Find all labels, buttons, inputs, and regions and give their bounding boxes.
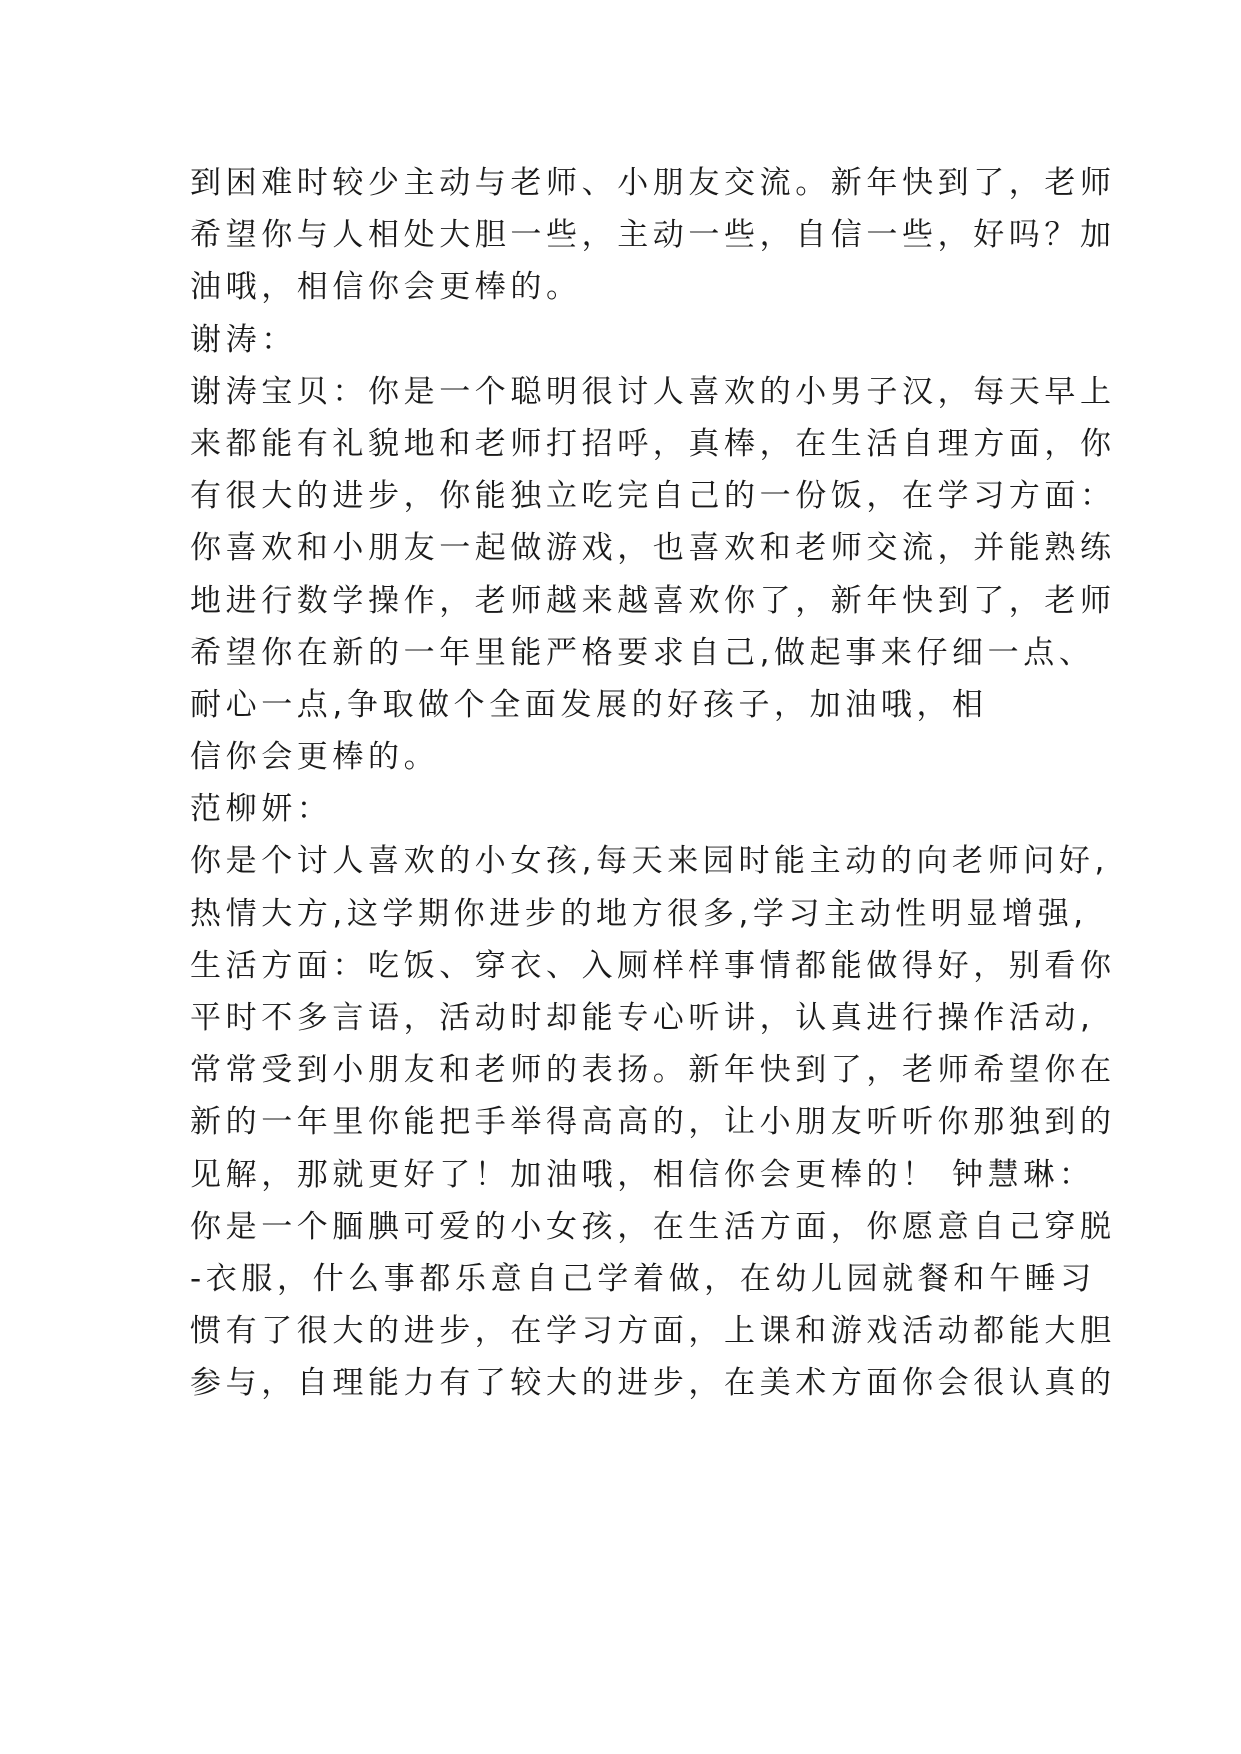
text-line: 来都能有礼貌地和老师打招呼，真棒，在生活自理方面，你 — [190, 425, 1116, 462]
text-line: 到困难时较少主动与老师、小朋友交流。新年快到了，老师 — [190, 165, 1116, 201]
text-line: 热情大方,这学期你进步的地方很多,学习主动性明显增强, — [190, 895, 1088, 932]
text-line: 地进行数学操作，老师越来越喜欢你了，新年快到了，老师 — [190, 582, 1116, 619]
text-line: 有很大的进步，你能独立吃完自己的一份饭，在学习方面： — [190, 478, 1116, 515]
text-line: 平时不多言语，活动时却能专心听讲，认真进行操作活动, — [190, 1000, 1095, 1036]
student-name-heading: 谢涛： — [190, 321, 297, 358]
text-line: 希望你在新的一年里能严格要求自己,做起事来仔细一点、 — [190, 634, 1095, 671]
body-text — [190, 157, 1116, 1410]
text-line: 你喜欢和小朋友一起做游戏，也喜欢和老师交流，并能熟练 — [190, 530, 1116, 567]
text-line: 信你会更棒的。 — [190, 739, 440, 776]
text-line: -衣服，什么事都乐意自己学着做，在幼儿园就餐和午睡习 — [190, 1260, 1096, 1297]
text-line: 新的一年里你能把手举得高高的，让小朋友听听你那独到的 — [190, 1104, 1116, 1141]
text-line: 参与，自理能力有了较大的进步，在美术方面你会很认真的 — [190, 1365, 1116, 1402]
text-line: 你是一个腼腆可爱的小女孩，在生活方面，你愿意自己穿脱 — [190, 1208, 1116, 1245]
text-line: 希望你与人相处大胆一些，主动一些，自信一些，好吗？加 — [190, 217, 1116, 254]
text-line: 生活方面：吃饭、穿衣、入厕样样事情都能做得好，别看你 — [190, 947, 1116, 984]
text-line: 见解，那就更好了！加油哦，相信你会更棒的！ 钟慧琳： — [190, 1156, 1095, 1193]
text-line: 油哦，相信你会更棒的。 — [190, 269, 582, 306]
text-line: 你是个讨人喜欢的小女孩,每天来园时能主动的向老师问好, — [190, 843, 1109, 880]
text-line: 惯有了很大的进步，在学习方面，上课和游戏活动都能大胆 — [190, 1313, 1116, 1350]
text-line: 耐心一点,争取做个全面发展的好孩子，加油哦，相 — [190, 686, 988, 723]
text-line: 常常受到小朋友和老师的表扬。新年快到了，老师希望你在 — [190, 1052, 1116, 1089]
student-name-heading: 范柳妍： — [190, 791, 333, 828]
text-line: 谢涛宝贝：你是一个聪明很讨人喜欢的小男子汉，每天早上 — [190, 373, 1116, 410]
